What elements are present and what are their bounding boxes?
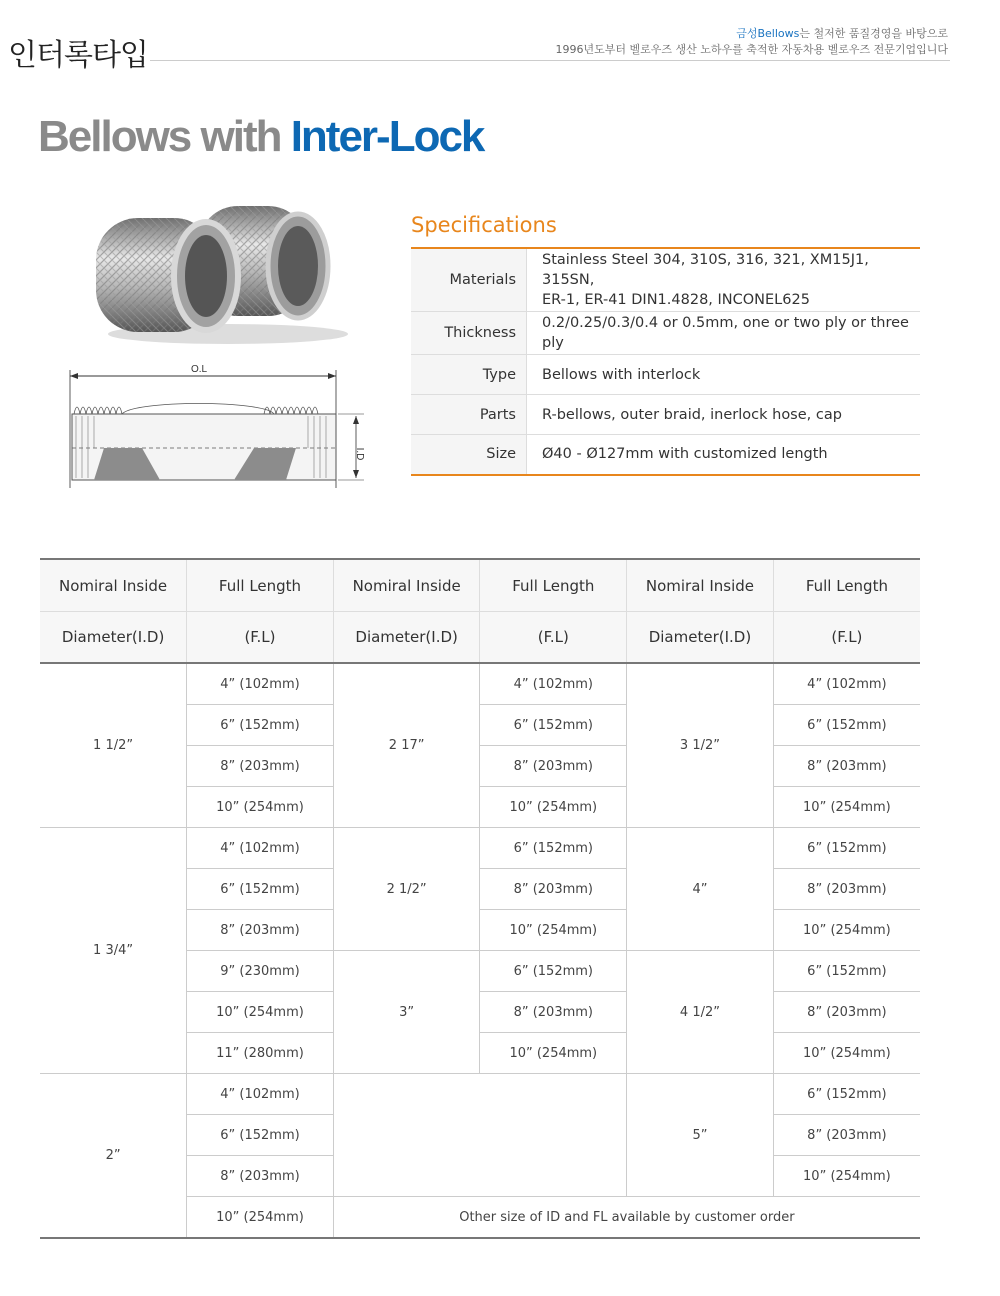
- fl-cell: 6” (152mm): [773, 1074, 920, 1115]
- product-photo: [88, 196, 348, 346]
- spec-row-thickness: [411, 312, 920, 355]
- header-cell: Diameter(I.D): [333, 612, 480, 664]
- fl-cell: 8” (203mm): [480, 869, 627, 910]
- empty-cell: [333, 1074, 626, 1197]
- bellows-front: [96, 218, 238, 332]
- headline-part1: Bellows with: [38, 112, 291, 161]
- fl-cell: 11” (280mm): [187, 1033, 334, 1074]
- fl-cell: 6” (152mm): [480, 705, 627, 746]
- id-cell: 2”: [40, 1074, 187, 1239]
- id-cell: 2 17”: [333, 663, 480, 828]
- fl-cell: 10” (254mm): [773, 787, 920, 828]
- spec-value-line1: Stainless Steel 304, 310S, 316, 321, XM15J1, 315SN,: [542, 252, 869, 288]
- fl-cell: 8” (203mm): [773, 1115, 920, 1156]
- spec-value: 0.2/0.25/0.3/0.4 or 0.5mm, one or two ply or three ply: [527, 312, 921, 355]
- table-row: [40, 828, 920, 869]
- fl-cell: 4” (102mm): [773, 663, 920, 705]
- spec-key: Parts: [411, 395, 527, 435]
- header-cell: Nomiral Inside: [627, 559, 774, 612]
- fl-cell: 6” (152mm): [480, 951, 627, 992]
- spec-value: R-bellows, outer braid, inerlock hose, cap: [527, 395, 921, 435]
- headline-part2: Inter-Lock: [290, 112, 484, 161]
- fl-cell: 10” (254mm): [187, 787, 334, 828]
- fl-cell: 6” (152mm): [773, 705, 920, 746]
- fl-cell: 6” (152mm): [187, 705, 334, 746]
- fl-cell: 8” (203mm): [187, 910, 334, 951]
- spec-value: Bellows with interlock: [527, 355, 921, 395]
- tagline-line2: 1996년도부터 벨로우즈 생산 노하우를 축적한 자동차용 벨로우즈 전문기업입니다: [555, 43, 948, 56]
- id-cell: 4 1/2”: [627, 951, 774, 1074]
- fl-cell: 6” (152mm): [773, 951, 920, 992]
- header-cell: (F.L): [480, 612, 627, 664]
- fl-cell: 10” (254mm): [187, 992, 334, 1033]
- header-cell: Full Length: [773, 559, 920, 612]
- page-title: 인터록타입: [8, 38, 148, 73]
- header-cell: (F.L): [187, 612, 334, 664]
- spec-key: Type: [411, 355, 527, 395]
- product-headline: [38, 112, 483, 162]
- fl-cell: 8” (203mm): [773, 992, 920, 1033]
- fl-cell: 10” (254mm): [187, 1197, 334, 1239]
- header-cell: Nomiral Inside: [40, 559, 187, 612]
- header-cell: Full Length: [480, 559, 627, 612]
- header-cell: (F.L): [773, 612, 920, 664]
- spec-row-size: [411, 435, 920, 475]
- id-cell: 4”: [627, 828, 774, 951]
- id-cell: 3”: [333, 951, 480, 1074]
- spec-key: Size: [411, 435, 527, 475]
- custom-order-note: Other size of ID and FL available by customer order: [333, 1197, 920, 1239]
- spec-row-type: [411, 355, 920, 395]
- fl-cell: 6” (152mm): [187, 869, 334, 910]
- fl-cell: 6” (152mm): [773, 828, 920, 869]
- fl-cell: 6” (152mm): [480, 828, 627, 869]
- fl-cell: 8” (203mm): [773, 869, 920, 910]
- table-row: [40, 663, 920, 705]
- spec-row-materials: [411, 248, 920, 312]
- spec-value: Ø40 - Ø127mm with customized length: [527, 435, 921, 475]
- fl-cell: 9” (230mm): [187, 951, 334, 992]
- header-cell: Diameter(I.D): [627, 612, 774, 664]
- specifications-table: [411, 247, 920, 476]
- fl-cell: 8” (203mm): [480, 746, 627, 787]
- spec-key: Thickness: [411, 312, 527, 355]
- spec-key: Materials: [411, 248, 527, 312]
- header-cell: Full Length: [187, 559, 334, 612]
- id-cell: 5”: [627, 1074, 774, 1197]
- ol-label: O.L: [190, 364, 208, 375]
- fl-cell: 4” (102mm): [480, 663, 627, 705]
- fl-cell: 4” (102mm): [187, 663, 334, 705]
- id-cell: 1 1/2”: [40, 663, 187, 828]
- id-label: I.D: [354, 447, 365, 461]
- company-tagline: [556, 26, 949, 58]
- id-cell: 2 1/2”: [333, 828, 480, 951]
- fl-cell: 10” (254mm): [773, 1156, 920, 1197]
- id-cell: 1 3/4”: [40, 828, 187, 1074]
- fl-cell: 6” (152mm): [187, 1115, 334, 1156]
- id-cell: 3 1/2”: [627, 663, 774, 828]
- specifications-heading: Specifications: [411, 213, 557, 237]
- fl-cell: 8” (203mm): [187, 746, 334, 787]
- fl-cell: 10” (254mm): [773, 910, 920, 951]
- fl-cell: 8” (203mm): [187, 1156, 334, 1197]
- fl-cell: 8” (203mm): [773, 746, 920, 787]
- header-cell: Diameter(I.D): [40, 612, 187, 664]
- technical-drawing: [64, 358, 374, 498]
- fl-cell: 10” (254mm): [773, 1033, 920, 1074]
- fl-cell: 10” (254mm): [480, 1033, 627, 1074]
- header-cell: Nomiral Inside: [333, 559, 480, 612]
- fl-cell: 4” (102mm): [187, 1074, 334, 1115]
- fl-cell: 10” (254mm): [480, 910, 627, 951]
- table-row: [40, 1074, 920, 1115]
- tagline-line1: 는 철저한 품질경영을 바탕으로: [799, 27, 948, 40]
- spec-value: [527, 248, 921, 312]
- fl-cell: 4” (102mm): [187, 828, 334, 869]
- size-table: [40, 558, 920, 1239]
- fl-cell: 10” (254mm): [480, 787, 627, 828]
- spec-value-line2: ER-1, ER-41 DIN1.4828, INCONEL625: [542, 292, 810, 308]
- brand-name: 금성Bellows: [736, 27, 800, 40]
- fl-cell: 8” (203mm): [480, 992, 627, 1033]
- title-divider: [150, 60, 950, 61]
- spec-row-parts: [411, 395, 920, 435]
